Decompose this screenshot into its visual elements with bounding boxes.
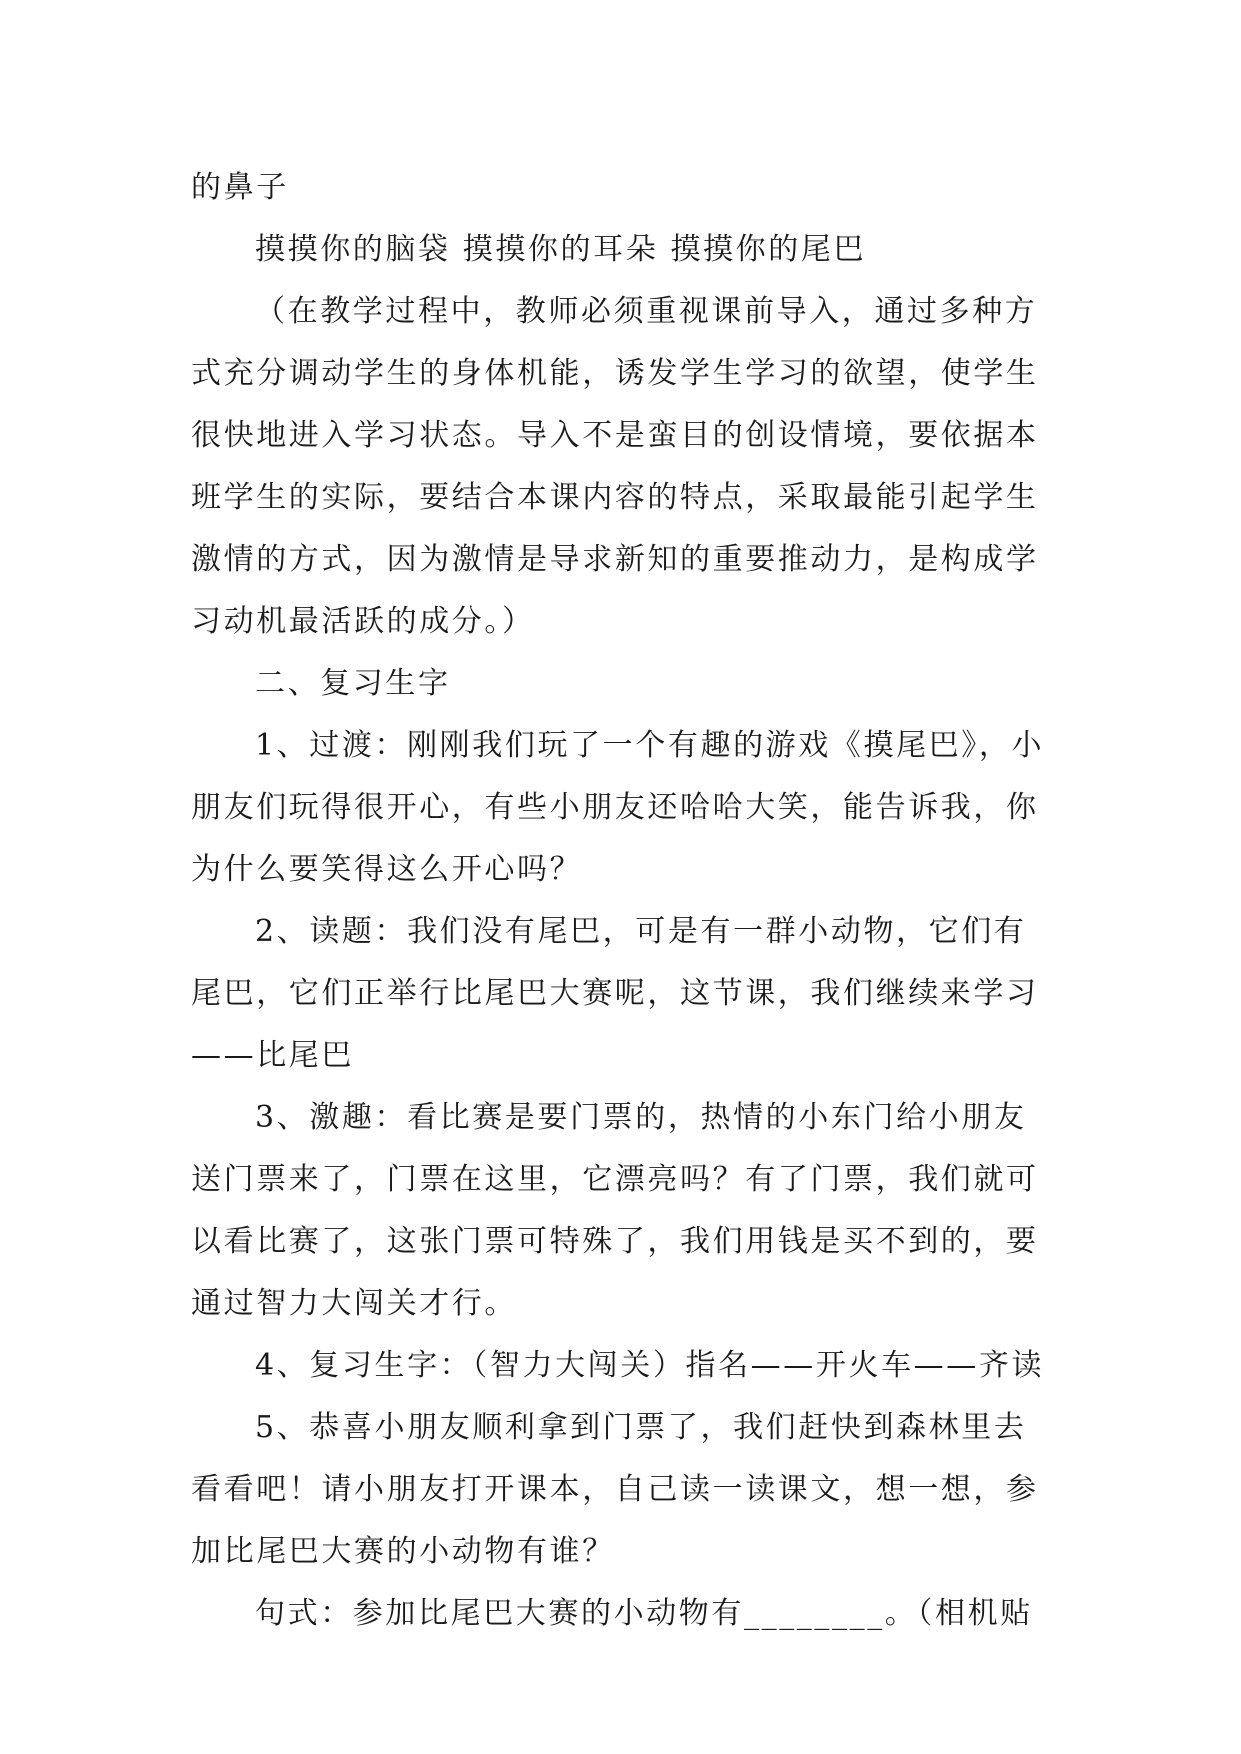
paragraph-step-2: 2、读题：我们没有尾巴，可是有一群小动物，它们有尾巴，它们正举行比尾巴大赛呢，这节课，我们继续来学习——比尾巴 bbox=[191, 914, 1039, 1073]
document-body bbox=[191, 157, 1053, 1645]
paragraph-continuation: 的鼻子 bbox=[191, 170, 289, 205]
section-heading-review: 二、复习生字 bbox=[255, 666, 451, 701]
paragraph-step-4: 4、复习生字：（智力大闯关）指名——开火车——齐读 bbox=[255, 1348, 1045, 1383]
paragraph-sentence-pattern: 句式：参加比尾巴大赛的小动物有________。（相机贴 bbox=[255, 1596, 1033, 1631]
paragraph-teaching-note: （在教学过程中，教师必须重视课前导入，通过多种方式充分调动学生的身体机能，诱发学生学习的欲望，使学生很快地进入学习状态。导入不是蛮目的创设情境，要依据本班学生的实际，要结合本课内容的特点，采取最能引起学生激情的方式，因为激情是导求新知的重要推动力，是构成学习动机最活跃的成分。） bbox=[191, 294, 1039, 639]
paragraph-step-3: 3、激趣：看比赛是要门票的，热情的小东门给小朋友送门票来了，门票在这里，它漂亮吗？有了门票，我们就可以看比赛了，这张门票可特殊了，我们用钱是买不到的，要通过智力大闯关才行。 bbox=[191, 1100, 1039, 1321]
paragraph-step-5: 5、恭喜小朋友顺利拿到门票了，我们赶快到森林里去看看吧！请小朋友打开课本，自己读一读课文，想一想，参加比尾巴大赛的小动物有谁？ bbox=[191, 1410, 1039, 1569]
paragraph-rhyme: 摸摸你的脑袋 摸摸你的耳朵 摸摸你的尾巴 bbox=[255, 232, 867, 267]
paragraph-step-1: 1、过渡：刚刚我们玩了一个有趣的游戏《摸尾巴》，小朋友们玩得很开心，有些小朋友还哈哈大笑，能告诉我，你为什么要笑得这么开心吗？ bbox=[191, 728, 1045, 887]
